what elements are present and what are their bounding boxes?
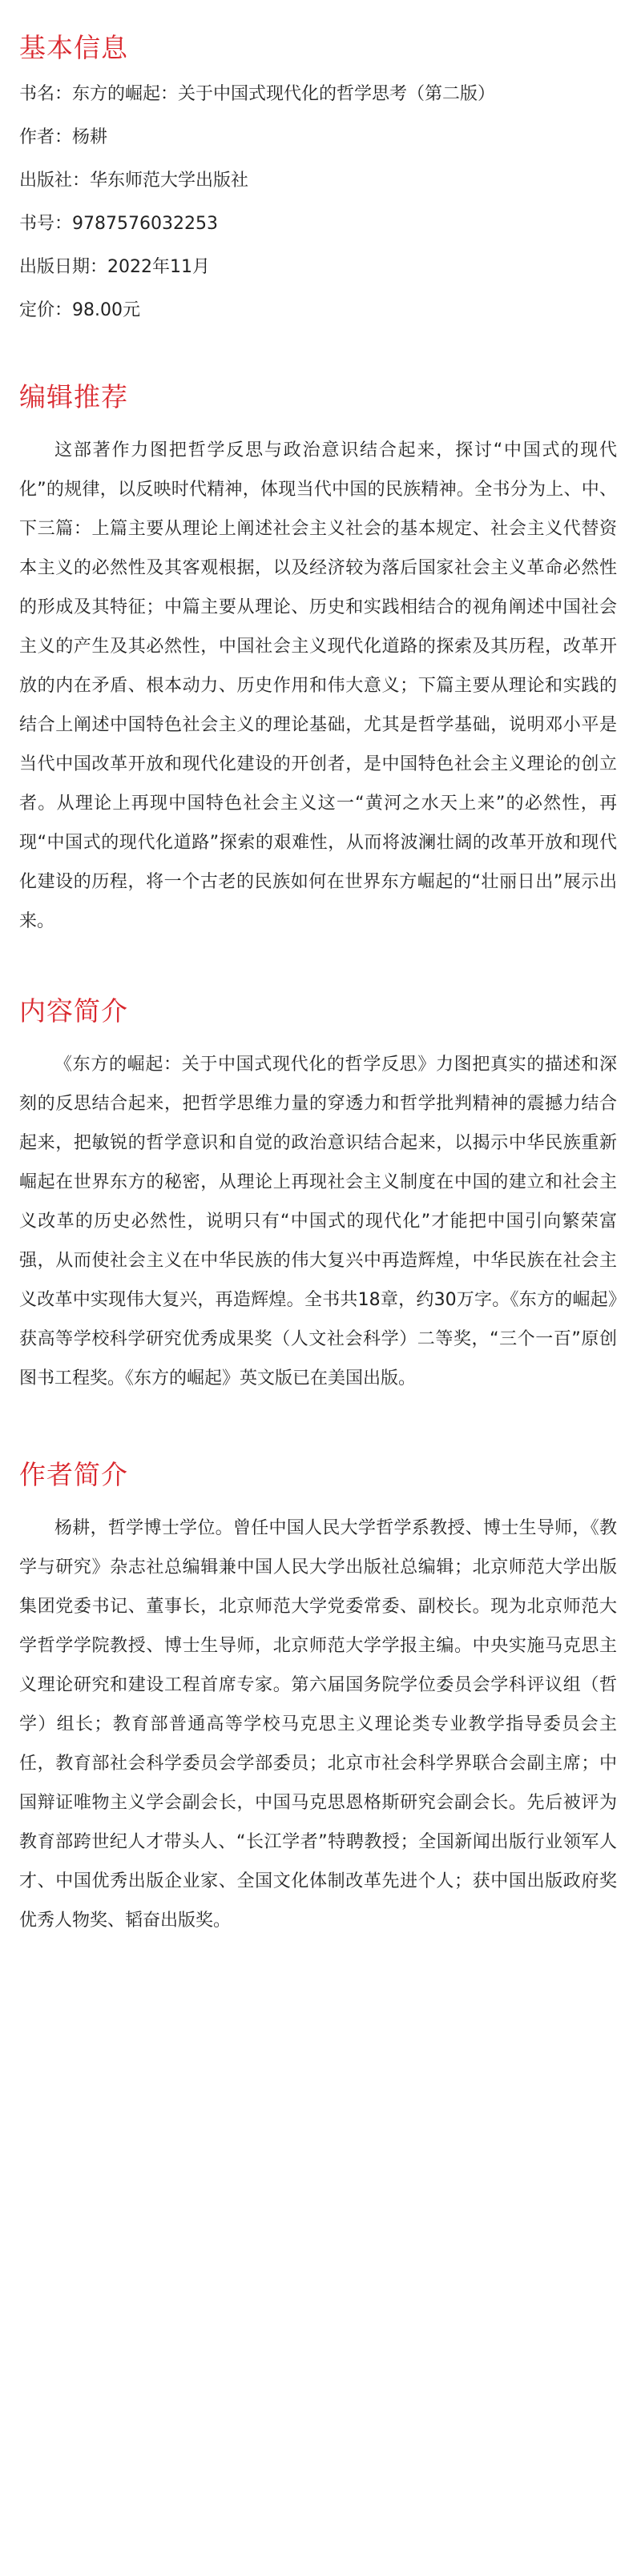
book-title-line: 书名：东方的崛起：关于中国式现代化的哲学思考（第二版） <box>19 84 496 104</box>
author-intro-text: 杨耕，哲学博士学位。曾任中国人民大学哲学系教授、博士生导师，《教学与研究》杂志社总编辑兼中国人民大学出版社总编辑；北京师范大学出版集团党委书记、董事长，北京师范大学党委常委、副校长。现为北京师范大学哲学学院教授、博士生导师，北京师范大学学报主编。中央实施马克思主义理论研究和建设工程首席专家。第六届国务院学位委员会学科评议组（哲学）组长；教育部普通高等学校马克思主义理论类专业教学指导委员会主任，教育部社会科学委员会学部委员；北京市社会科学界联合会副主席；中国辩证唯物主义学会副会长，中国马克思恩格斯研究会副会长。先后被评为教育部跨世纪人才带头人、“长江学者”特聘教授；全国新闻出版行业领军人才、中国优秀出版企业家、全国文化体制改革先进个人；获中国出版政府奖优秀人物奖、韬奋出版奖。 <box>19 1518 617 1931</box>
basic-info-section <box>19 32 617 324</box>
content-summary-section <box>19 995 617 1398</box>
price-line: 定价：98.00元 <box>19 300 140 320</box>
editor-recommendation-section <box>19 381 617 941</box>
author-line: 作者：杨耕 <box>19 127 108 147</box>
publisher-line: 出版社：华东师范大学出版社 <box>19 171 249 191</box>
author-intro-heading: 作者简介 <box>19 1459 128 1490</box>
editor-recommendation-text: 这部著作力图把哲学反思与政治意识结合起来，探讨“中国式的现代化”的规律，以反映时代精神，体现当代中国的民族精神。全书分为上、中、下三篇：上篇主要从理论上阐述社会主义社会的基本规定、社会主义代替资本主义的必然性及其客观根据，以及经济较为落后国家社会主义革命必然性的形成及其特征；中篇主要从理论、历史和实践相结合的视角阐述中国社会主义的产生及其必然性，中国社会主义现代化道路的探索及其历程，改革开放的内在矛盾、根本动力、历史作用和伟大意义；下篇主要从理论和实践的结合上阐述中国特色社会主义的理论基础，尤其是哲学基础，说明邓小平是当代中国改革开放和现代化建设的开创者，是中国特色社会主义理论的创立者。从理论上再现中国特色社会主义这一“黄河之水天上来”的必然性，再现“中国式的现代化道路”探索的艰难性，从而将波澜壮阔的改革开放和现代化建设的历程，将一个古老的民族如何在世界东方崛起的“壮丽日出”展示出来。 <box>19 440 617 931</box>
isbn-line: 书号：9787576032253 <box>19 214 218 234</box>
content-summary-heading: 内容简介 <box>19 995 128 1027</box>
basic-info-heading: 基本信息 <box>19 32 128 63</box>
publish-date-line: 出版日期：2022年11月 <box>19 257 210 277</box>
author-intro-section <box>19 1459 617 1940</box>
editor-recommendation-heading: 编辑推荐 <box>19 381 128 412</box>
content-summary-text: 《东方的崛起：关于中国式现代化的哲学反思》力图把真实的描述和深刻的反思结合起来，把哲学思维力量的穿透力和哲学批判精神的震撼力结合起来，把敏锐的哲学意识和自觉的政治意识结合起来，以揭示中华民族重新崛起在世界东方的秘密，从理论上再现社会主义制度在中国的建立和社会主义改革的历史必然性，说明只有“中国式的现代化”才能把中国引向繁荣富强，从而使社会主义在中华民族的伟大复兴中再造辉煌，中华民族在社会主义改革中实现伟大复兴，再造辉煌。全书共18章，约30万字。《东方的崛起》获高等学校科学研究优秀成果奖（人文社会科学）二等奖，“三个一百”原创图书工程奖。《东方的崛起》英文版已在美国出版。 <box>19 1055 617 1388</box>
